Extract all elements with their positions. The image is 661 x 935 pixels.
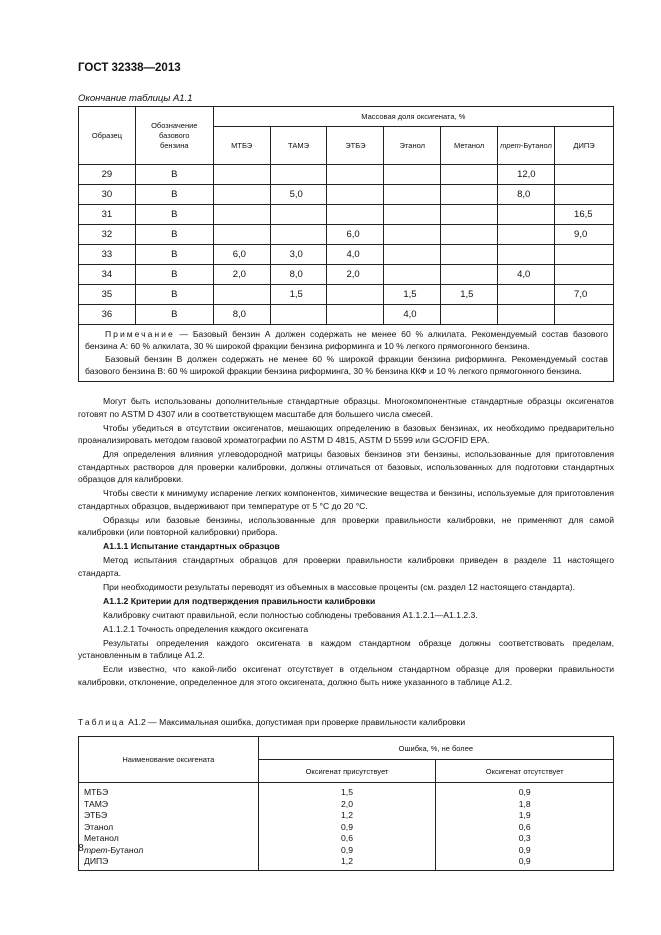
table-cell [270,305,327,325]
error-present: 2,0 [258,799,436,811]
error-absent: 0,9 [436,856,614,870]
table-cell: 1,5 [441,285,498,305]
error-absent: 0,9 [436,845,614,857]
paragraph: Если известно, что какой-либо оксигенат отсутствует в отдельном стандартном образце для проверки правильности калибровки, отклонение, определенное для этого оксигената, должно быть ниже указанного в таблице А1.2. [78,664,614,687]
table-cell: 7,0 [555,285,614,305]
table-cell: 8,0 [270,265,327,285]
table-row [79,845,614,857]
table-cell [555,245,614,265]
table-cell: 12,0 [498,165,555,185]
table-cell: 33 [79,245,136,265]
col-header-base: Обозначение базового бензина [135,107,213,165]
paragraph: Для определения влияния углеводородной матрицы базовых бензинов эти бензины, использованные для приготовления стандартных растворов для проверки калибровки, должны отличаться от базовых, использованных для подготовки стандартных образцов для калибровки. [78,449,614,484]
col-header-mass-fraction: Массовая доля оксигената, % [213,107,613,127]
table-row [79,245,614,265]
table-cell: 5,0 [270,185,327,205]
error-present: 0,9 [258,822,436,834]
table-cell: В [135,285,213,305]
section-heading-a1-1-1: А1.1.1 Испытание стандартных образцов [103,541,280,551]
table-cell: В [135,225,213,245]
table-row [79,185,614,205]
col-header-present: Оксигенат присутствует [258,760,436,783]
oxygenate-name: Метанол [79,833,259,845]
table-cell: 3,0 [270,245,327,265]
table-cell [555,185,614,205]
col-header-mtbe: МТБЭ [213,127,270,165]
table-cell [213,165,270,185]
col-header-ethanol: Этанол [384,127,441,165]
table-row [79,856,614,870]
col-header-etbe: ЭТБЭ [327,127,384,165]
col-header-sample: Образец [79,107,136,165]
table-cell [441,265,498,285]
table-row [79,225,614,245]
table-cell [327,305,384,325]
error-absent: 0,6 [436,822,614,834]
table-cell [384,185,441,205]
table-cell [441,305,498,325]
table-cell: 16,5 [555,205,614,225]
oxygenate-name: трет-Бутанол [79,845,259,857]
table-cell: 4,0 [327,245,384,265]
table-cell [498,205,555,225]
table-cell: 6,0 [213,245,270,265]
table-cell [555,265,614,285]
table-cell [441,225,498,245]
oxygenate-name: ЭТБЭ [79,810,259,822]
error-absent: 1,9 [436,810,614,822]
paragraph: Чтобы свести к минимуму испарение легких компонентов, химические вещества и бензины, используемые для приготовления стандартных образцов, выдерживают при температуре от 5 °С до 20 °С. [78,488,614,511]
note-text-1: — Базовый бензин А должен содержать не менее 60 % алкилата. Рекомендуемый состав базового бензина А: 60 % алкилата, 30 % широкой фракции бензина риформинга и 10 % легкого прямогонного бензина. [85,329,608,352]
table-cell [327,205,384,225]
table-cell: В [135,245,213,265]
error-absent: 0,3 [436,833,614,845]
table-row [79,783,614,799]
col-header-error: Ошибка, %, не более [258,737,613,760]
paragraph: При необходимости результаты переводят из объемных в массовые проценты (см. раздел 12 настоящего стандарта). [103,581,575,592]
table-cell: 29 [79,165,136,185]
table-cell: 34 [79,265,136,285]
table-row [79,810,614,822]
col-header-absent: Оксигенат отсутствует [436,760,614,783]
error-present: 1,2 [258,856,436,870]
oxygenate-name: ДИПЭ [79,856,259,870]
col-header-tame: ТАМЭ [270,127,327,165]
table-cell [384,165,441,185]
table-cell [213,285,270,305]
error-present: 1,5 [258,783,436,799]
table-cell: 1,5 [384,285,441,305]
table-cell: 8,0 [498,185,555,205]
table-cell [213,205,270,225]
table-cell [498,305,555,325]
table-row [79,799,614,811]
body-text [78,395,614,690]
table-row [79,833,614,845]
table-cell: 4,0 [384,305,441,325]
table2-body [79,783,614,871]
table-cell: 31 [79,205,136,225]
col-header-oxygenate-name: Наименование оксигената [79,737,259,783]
table1-caption: Окончание таблицы А1.1 [78,93,193,104]
paragraph: Метод испытания стандартных образцов для проверки правильности калибровки приведен в разделе 11 настоящего стандарта. [78,555,614,578]
table-cell [498,285,555,305]
table-cell [441,245,498,265]
table-cell [270,165,327,185]
table2-caption: Таблица А1.2 — Максимальная ошибка, допустимая при проверке правильности калибровки [78,717,466,727]
oxygenate-name: ТАМЭ [79,799,259,811]
table-cell [327,165,384,185]
error-absent: 1,8 [436,799,614,811]
col-header-tert-butanol: трет-Бутанол [498,127,555,165]
paragraph: Могут быть использованы дополнительные стандартные образцы. Многокомпонентные стандартные образцы оксигенатов готовят по ASTM D 4307 или в соответствующем масштабе для большего числа смесей. [78,396,614,419]
table1-note [79,325,614,382]
table-cell [384,225,441,245]
table-cell [213,185,270,205]
table-cell: 30 [79,185,136,205]
table-cell [384,205,441,225]
table-cell: 9,0 [555,225,614,245]
table-cell [441,165,498,185]
paragraph: Результаты определения каждого оксигената в каждом стандартном образце должны соответствовать пределам, установленным в таблице А1.2. [78,637,614,660]
table-a1-1 [78,106,614,382]
paragraph: А1.1.2.1 Точность определения каждого оксигената [103,623,309,634]
table-cell [327,185,384,205]
table-row [79,205,614,225]
table-cell: 36 [79,305,136,325]
oxygenate-name: МТБЭ [79,783,259,799]
table-row [79,265,614,285]
table-cell [384,245,441,265]
table-cell: 32 [79,225,136,245]
table-row [79,822,614,834]
page-number: 8 [78,842,84,854]
table-cell: В [135,265,213,285]
table-cell: В [135,185,213,205]
table-cell [384,265,441,285]
table-cell [327,285,384,305]
table-cell: В [135,165,213,185]
table-cell [270,205,327,225]
paragraph: Калибровку считают правильной, если полностью соблюдены требования А1.1.2.1—А1.1.2.3. [103,609,478,620]
oxygenate-name: Этанол [79,822,259,834]
table-cell: 2,0 [213,265,270,285]
table-a1-2 [78,736,614,871]
table-cell [555,305,614,325]
table-cell: 35 [79,285,136,305]
table-row [79,165,614,185]
document-header: ГОСТ 32338—2013 [78,62,181,74]
table-cell [555,165,614,185]
table-cell: 4,0 [498,265,555,285]
table1-body [79,165,614,325]
table-cell [441,185,498,205]
section-heading-a1-1-2: А1.1.2 Критерии для подтверждения правильности калибровки [103,595,376,606]
table-cell [441,205,498,225]
table-cell: В [135,205,213,225]
paragraph: Образцы или базовые бензины, использованные для проверки правильности калибровки, не применяют для самой калибровки (или повторной калибровки) прибора. [78,514,614,537]
table-row [79,285,614,305]
table-row [79,305,614,325]
table-cell: 6,0 [327,225,384,245]
note-label: Примечание [105,329,175,339]
table-cell: 2,0 [327,265,384,285]
table-cell: В [135,305,213,325]
table-cell [213,225,270,245]
error-present: 0,6 [258,833,436,845]
error-absent: 0,9 [436,783,614,799]
table-cell: 1,5 [270,285,327,305]
error-present: 1,2 [258,810,436,822]
error-present: 0,9 [258,845,436,857]
table-cell [270,225,327,245]
col-header-methanol: Метанол [441,127,498,165]
table-cell: 8,0 [213,305,270,325]
col-header-dipe: ДИПЭ [555,127,614,165]
note-text-2: Базовый бензин В должен содержать не менее 60 % широкой фракции бензина риформинга. Рекомендуемый состав базового бензина В: 60 % широкой фракции бензина риформинга, 30 % бензина ККФ и 10 % легкого прямогонного бензина. [85,353,608,377]
table-cell [498,225,555,245]
table-cell [498,245,555,265]
paragraph: Чтобы убедиться в отсутствии оксигенатов, мешающих определению в базовых бензинах, их необходимо предварительно проанализировать методом газовой хроматографии по ASTM D 4815, ASTM D 5599 или GC/OFID EPA. [78,422,614,445]
